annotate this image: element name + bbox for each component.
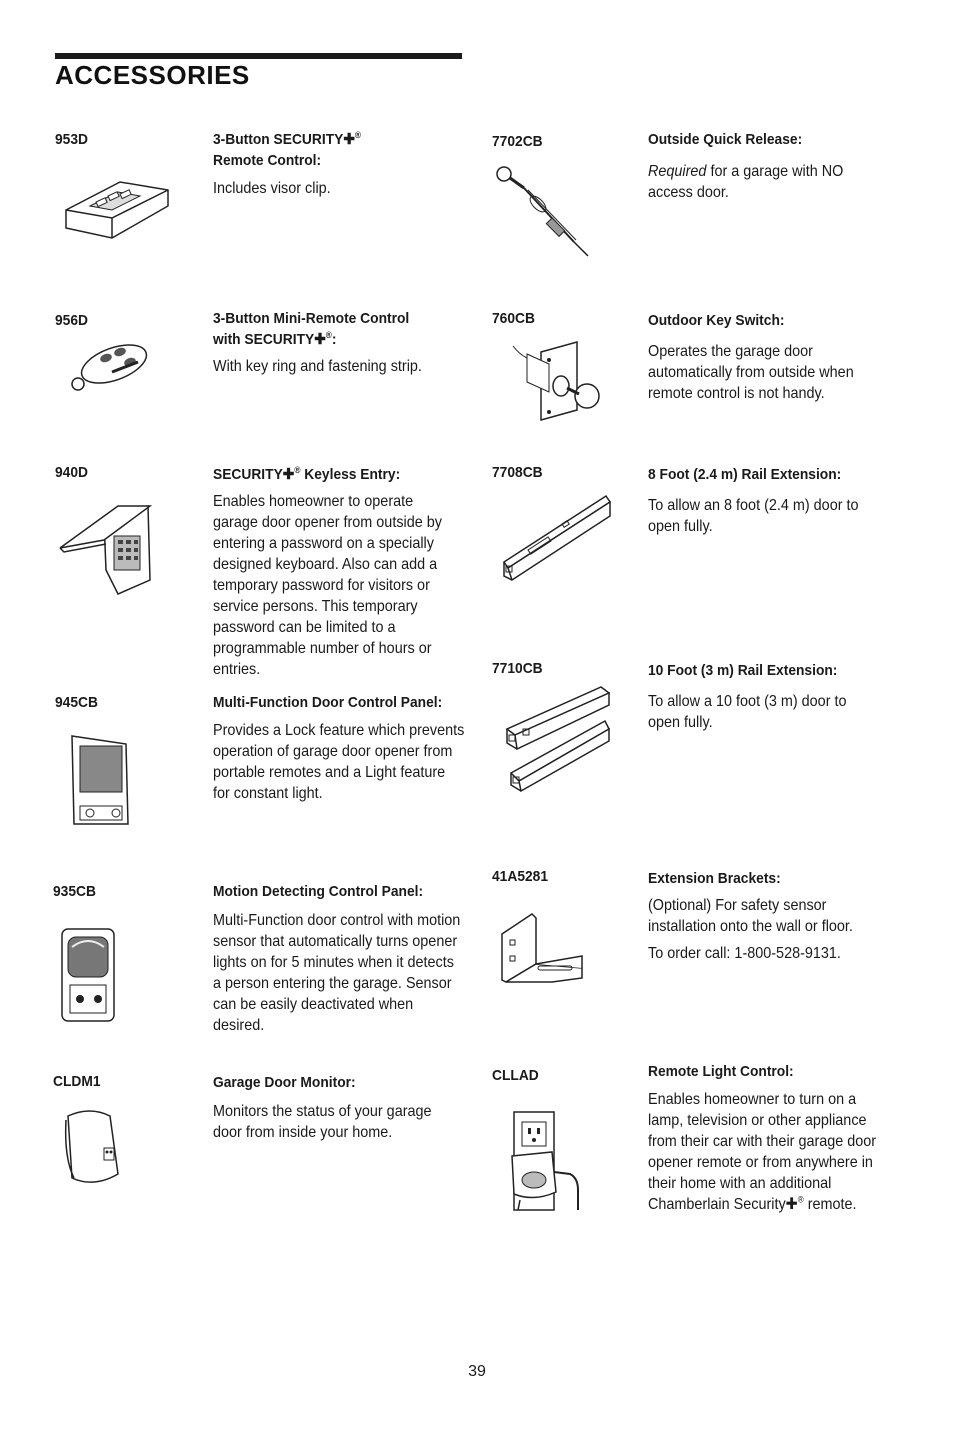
item-heading: Outside Quick Release: [648,131,803,148]
item-description: Enables homeowner to turn on a lamp, television or other appliance from their car with their garage door opener remote or from anywhere in their home with an additional Chamberlain Security✚® remote. [648,1091,877,1213]
item-code: 935CB [53,883,96,900]
mini-remote-icon [68,340,150,396]
item-code: 940D [55,464,88,481]
item-description: Enables homeowner to operate garage door opener from outside by entering a password on a specially designed keyboard. Also can add a temporary password for visitors or service persons. This temporary password can be limited to a programmable number of hours or entries. [213,493,442,678]
item-description: With key ring and fastening strip. [213,358,422,375]
item-heading: 8 Foot (2.4 m) Rail Extension: [648,466,842,483]
item-code: 7702CB [492,133,543,150]
item-code: 7708CB [492,464,543,481]
key-switch-icon [505,340,605,424]
item-heading: Multi-Function Door Control Panel: [213,694,443,711]
item-code: 953D [55,131,88,148]
item-description: Includes visor clip. [213,180,331,197]
item-description: (Optional) For safety sensor installation onto the wall or floor. To order call: 1-800-528-9131. [648,897,853,962]
item-code: 41A5281 [492,868,549,885]
door-monitor-icon [60,1108,122,1186]
item-description: Provides a Lock feature which prevents operation of garage door opener from portable remotes and a Light feature for constant light. [213,722,465,802]
motion-control-panel-icon [58,925,120,1025]
extension-bracket-icon [498,912,584,986]
title-rule [55,53,462,59]
rail-extension-10ft-icon [505,685,613,795]
item-heading: 3-Button Mini-Remote Control with SECURITY✚®: [213,310,410,348]
item-heading: SECURITY✚® Keyless Entry: [213,465,401,483]
item-description: Required for a garage with NO access door. [648,163,844,201]
item-code: 760CB [492,310,535,327]
item-heading: 10 Foot (3 m) Rail Extension: [648,662,838,679]
page-number: 39 [468,1363,486,1380]
quick-release-icon [494,162,594,258]
item-heading: Extension Brackets: [648,870,781,887]
keyless-entry-icon [58,500,154,598]
remote-light-control-icon [508,1110,582,1212]
remote-control-icon [60,170,175,242]
item-description: Multi-Function door control with motion sensor that automatically turns opener lights on for 5 minutes when it detects a person entering the garage. Sensor can be easily deactivated when desired. [213,912,461,1034]
item-code: CLDM1 [53,1073,101,1090]
page-title: ACCESSORIES [55,60,250,90]
item-code: CLLAD [492,1067,539,1084]
item-heading: Garage Door Monitor: [213,1074,356,1091]
door-control-panel-icon [68,732,132,828]
item-description: To allow a 10 foot (3 m) door to open fully. [648,693,847,731]
rail-extension-8ft-icon [500,492,612,584]
item-code: 7710CB [492,660,543,677]
item-code: 945CB [55,694,98,711]
item-heading: Outdoor Key Switch: [648,312,785,329]
item-description: Operates the garage door automatically from outside when remote control is not handy. [648,343,854,402]
item-heading: 3-Button SECURITY✚® Remote Control: [213,130,362,169]
item-description: Monitors the status of your garage door from inside your home. [213,1103,432,1141]
item-heading: Remote Light Control: [648,1063,794,1080]
item-description: To allow an 8 foot (2.4 m) door to open fully. [648,497,859,535]
item-code: 956D [55,312,88,329]
item-heading: Motion Detecting Control Panel: [213,883,424,900]
